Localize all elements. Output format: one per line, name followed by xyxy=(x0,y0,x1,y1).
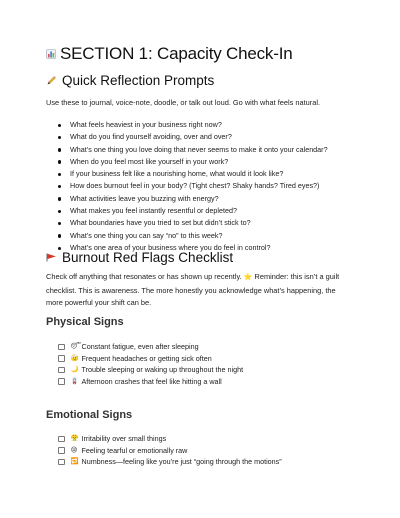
star-icon: ⭐ xyxy=(243,274,253,281)
checkbox[interactable] xyxy=(58,344,65,351)
checkbox[interactable] xyxy=(58,459,65,466)
red-flags-intro xyxy=(46,271,354,310)
red-flags-heading-text: Burnout Red Flags Checklist xyxy=(62,250,234,265)
emotional-signs-checklist xyxy=(58,433,370,468)
reflection-heading-text: Quick Reflection Prompts xyxy=(62,73,215,88)
triangular-flag-icon xyxy=(46,253,57,262)
huffing-face-icon: 😤 xyxy=(70,435,79,443)
checklist-item xyxy=(58,353,370,365)
reflection-intro: Use these to journal, voice-note, doodle, or talk out loud. Go with what feels natural. xyxy=(46,98,321,107)
checklist-item-label: Feeling tearful or emotionally raw xyxy=(81,445,188,455)
checkbox[interactable] xyxy=(58,378,65,385)
reflection-prompt-item: If your business felt like a nourishing home, what would it look like? xyxy=(58,168,370,180)
physical-signs-checklist xyxy=(58,341,370,387)
sleepy-face-icon: 😴 xyxy=(70,343,81,351)
checklist-item xyxy=(58,445,370,457)
checkbox[interactable] xyxy=(58,436,65,443)
checklist-item xyxy=(58,456,370,468)
checklist-item xyxy=(58,376,370,388)
red-flags-intro-part2: Reminder: this isn’t a guilt checklist. This is awareness. The more honestly you acknowledge what’s happening, the more powerful your shift can be. xyxy=(46,272,340,308)
checklist-item xyxy=(58,341,370,353)
pencil-icon xyxy=(46,75,57,86)
headache-face-icon: 🤕 xyxy=(70,354,79,362)
emotional-signs-heading: Emotional Signs xyxy=(46,409,133,421)
reflection-prompt-item: What boundaries have you tried to set but didn’t stick to? xyxy=(58,217,370,229)
checkbox[interactable] xyxy=(58,367,65,374)
checklist-item xyxy=(58,433,370,445)
checklist-item-label: Frequent headaches or getting sick often xyxy=(81,353,212,363)
physical-signs-heading: Physical Signs xyxy=(46,316,124,328)
reflection-prompt-item: What feels heaviest in your business right now? xyxy=(58,119,370,131)
low-battery-icon: 🪫 xyxy=(70,377,79,385)
section-title-text: SECTION 1: Capacity Check-In xyxy=(60,44,293,63)
reflection-prompt-item: What makes you feel instantly resentful or depleted? xyxy=(58,205,370,217)
red-flags-intro-part1: Check off anything that resonates or has shown up recently. xyxy=(46,272,242,281)
reflection-prompt-item: What’s one thing you love doing that never seems to make it onto your calendar? xyxy=(58,144,370,156)
reflection-prompt-item: When do you feel most like yourself in your work? xyxy=(58,156,370,168)
reflection-prompt-list xyxy=(58,119,370,254)
reflection-prompt-item: What activities leave you buzzing with energy? xyxy=(58,193,370,205)
moon-icon: 🌙 xyxy=(70,366,79,374)
bar-chart-icon xyxy=(46,49,56,59)
crying-face-icon: 😢 xyxy=(70,446,78,454)
repeat-icon: 🔁 xyxy=(70,458,79,466)
checklist-item-label: Trouble sleeping or waking up throughout the night xyxy=(81,365,244,374)
reflection-prompt-item: What’s one area of your business where you do feel in control? xyxy=(58,242,370,254)
section-title xyxy=(46,44,292,64)
checklist-item-label: Irritability over small things xyxy=(81,434,167,443)
reflection-prompt-item: What’s one thing you can say “no” to this week? xyxy=(58,230,370,242)
reflection-heading xyxy=(46,73,214,88)
reflection-prompt-item: What do you find yourself avoiding, over and over? xyxy=(58,131,370,143)
reflection-prompt-item: How does burnout feel in your body? (Tight chest? Shaky hands? Tired eyes?) xyxy=(58,180,370,192)
checklist-item xyxy=(58,364,370,376)
checklist-item-label: Constant fatigue, even after sleeping xyxy=(81,342,199,351)
checkbox[interactable] xyxy=(58,355,65,362)
red-flags-heading xyxy=(46,250,233,265)
checklist-item-label: Afternoon crashes that feel like hitting a wall xyxy=(81,376,222,386)
checkbox[interactable] xyxy=(58,447,65,454)
checklist-item-label: Numbness—feeling like you’re just “going through the motions” xyxy=(81,457,282,466)
